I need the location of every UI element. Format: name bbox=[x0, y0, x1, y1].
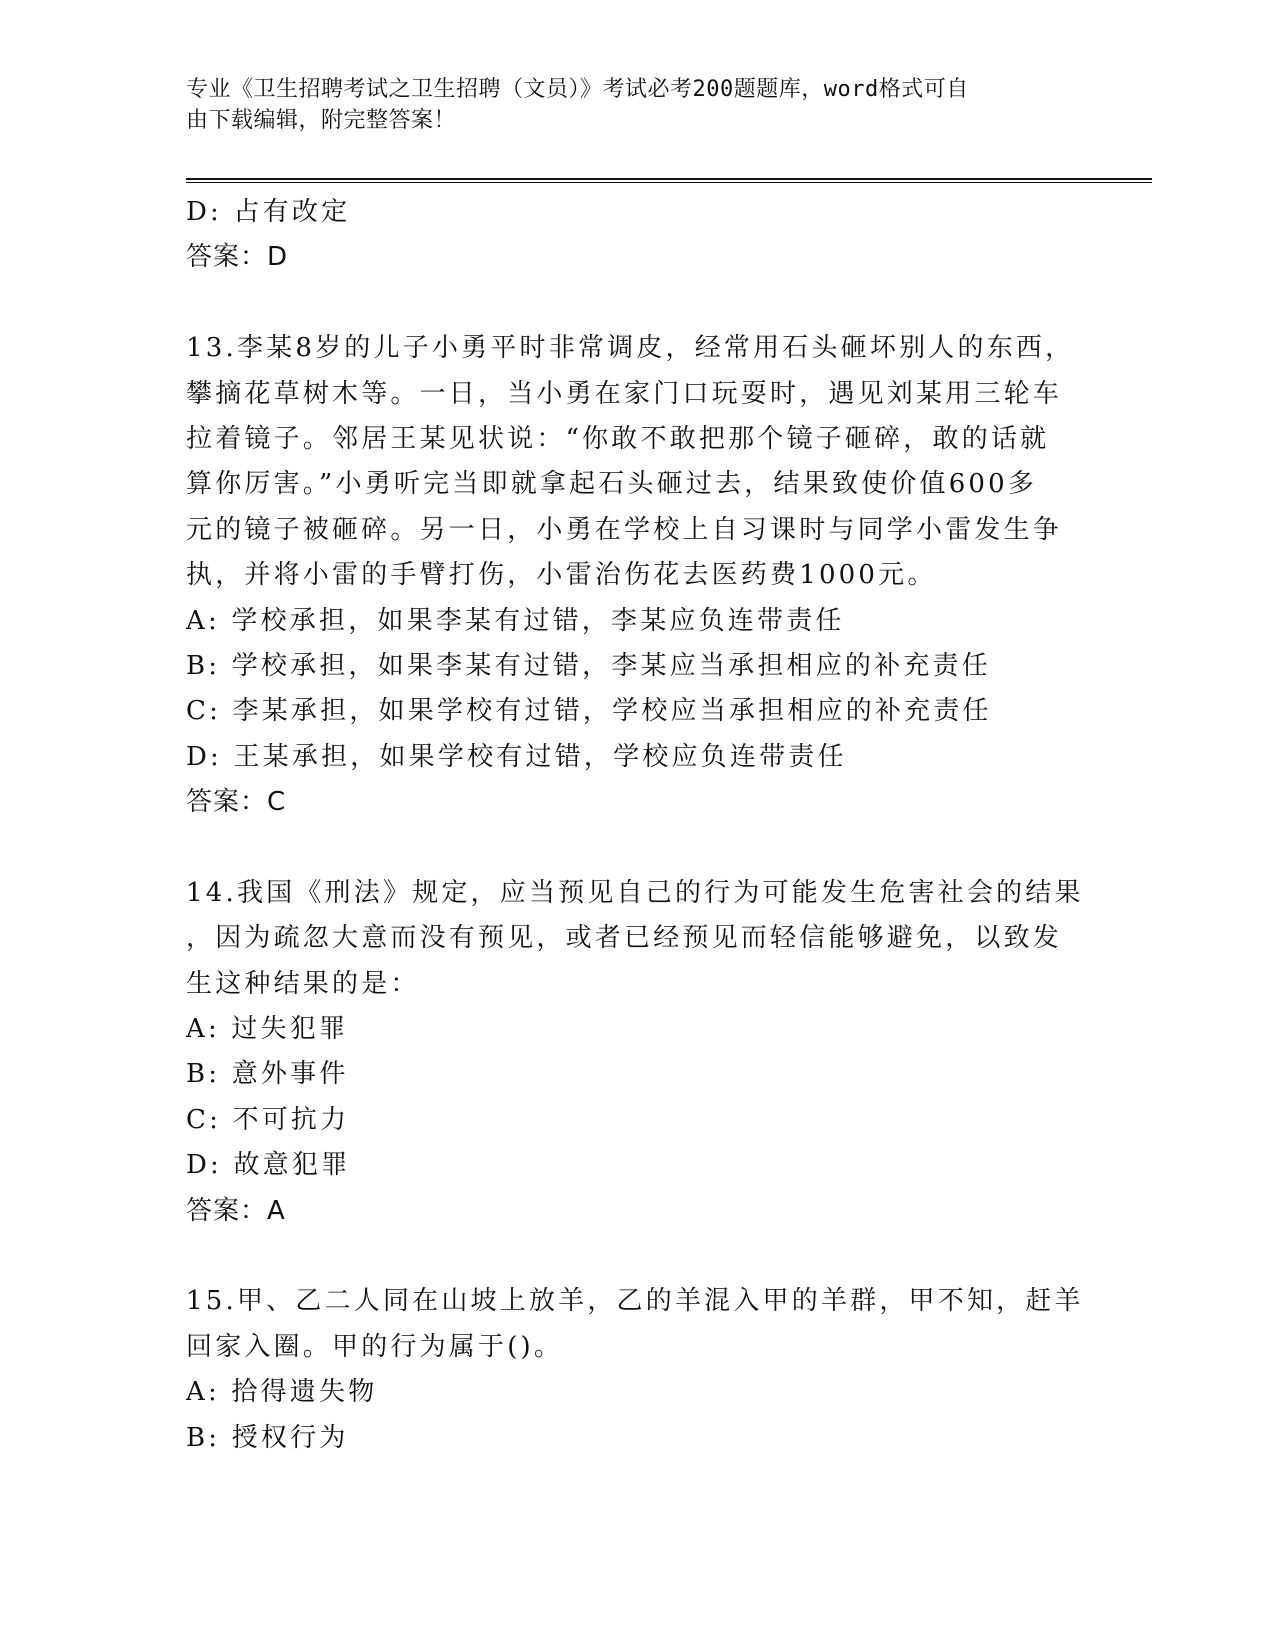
q13-stem-line: 元的镜子被砸碎。另一日，小勇在学校上自习课时与同学小雷发生争 bbox=[186, 514, 1063, 545]
prev-answer: 答案：D bbox=[186, 242, 289, 273]
q14-stem-line: 14.我国《刑法》规定，应当预见自己的行为可能发生危害社会的结果 bbox=[186, 877, 1084, 908]
spacer bbox=[186, 825, 1066, 870]
question-content bbox=[186, 190, 1084, 1461]
header-line-1: 专业《卫生招聘考试之卫生招聘（文员）》考试必考200题题库，word格式可自 bbox=[186, 77, 969, 102]
q14-option-a: A: 过失犯罪 bbox=[186, 1014, 349, 1045]
q14-option-b: B: 意外事件 bbox=[186, 1059, 349, 1090]
q14-stem-line: 生这种结果的是： bbox=[186, 968, 420, 999]
q13-answer: 答案：C bbox=[186, 787, 287, 818]
q15-option-a: A: 拾得遗失物 bbox=[186, 1377, 378, 1408]
q13-stem-line: 算你厉害。”小勇听完当即就拿起石头砸过去，结果致使价值600多 bbox=[186, 469, 1038, 500]
q14-answer: 答案：A bbox=[186, 1195, 286, 1226]
q15-option-b: B: 授权行为 bbox=[186, 1422, 349, 1453]
q13-option-b: B: 学校承担，如果李某有过错，李某应当承担相应的补充责任 bbox=[186, 650, 991, 681]
header-divider-thin bbox=[186, 182, 1152, 183]
q13-stem-line: 13.李某8岁的儿子小勇平时非常调皮，经常用石头砸坏别人的东西， bbox=[186, 333, 1075, 364]
header-line-2: 由下载编辑，附完整答案！ bbox=[186, 108, 457, 133]
q13-option-c: C: 李某承担，如果学校有过错，学校应当承担相应的补充责任 bbox=[186, 696, 992, 727]
q15-stem-line: 回家入圈。甲的行为属于()。 bbox=[186, 1331, 564, 1362]
q13-option-d: D: 王某承担，如果学校有过错，学校应负连带责任 bbox=[186, 741, 847, 772]
q13-option-a: A: 学校承担，如果李某有过错，李某应负连带责任 bbox=[186, 605, 845, 636]
header-divider bbox=[186, 178, 1152, 180]
q15-stem-line: 15.甲、乙二人同在山坡上放羊，乙的羊混入甲的羊群，甲不知，赶羊 bbox=[186, 1286, 1084, 1317]
q13-stem-line: 攀摘花草树木等。一日，当小勇在家门口玩耍时，遇见刘某用三轮车 bbox=[186, 378, 1063, 409]
q14-option-d: D: 故意犯罪 bbox=[186, 1150, 351, 1181]
spacer bbox=[186, 1234, 1066, 1279]
q14-option-c: C: 不可抗力 bbox=[186, 1104, 350, 1135]
q13-stem-line: 拉着镜子。邻居王某见状说：“你敢不敢把那个镜子砸碎，敢的话就 bbox=[186, 423, 1050, 454]
document-header bbox=[186, 74, 1066, 136]
q14-stem-line: ，因为疏忽大意而没有预见，或者已经预见而轻信能够避免，以致发 bbox=[186, 923, 1063, 954]
question-14 bbox=[186, 871, 1084, 1234]
q13-stem-line: 执，并将小雷的手臂打伤，小雷治伤花去医药费1000元。 bbox=[186, 560, 937, 591]
question-13 bbox=[186, 326, 1075, 825]
prev-option-d: D: 占有改定 bbox=[186, 197, 351, 227]
spacer bbox=[186, 281, 1066, 326]
question-15 bbox=[186, 1279, 1084, 1461]
